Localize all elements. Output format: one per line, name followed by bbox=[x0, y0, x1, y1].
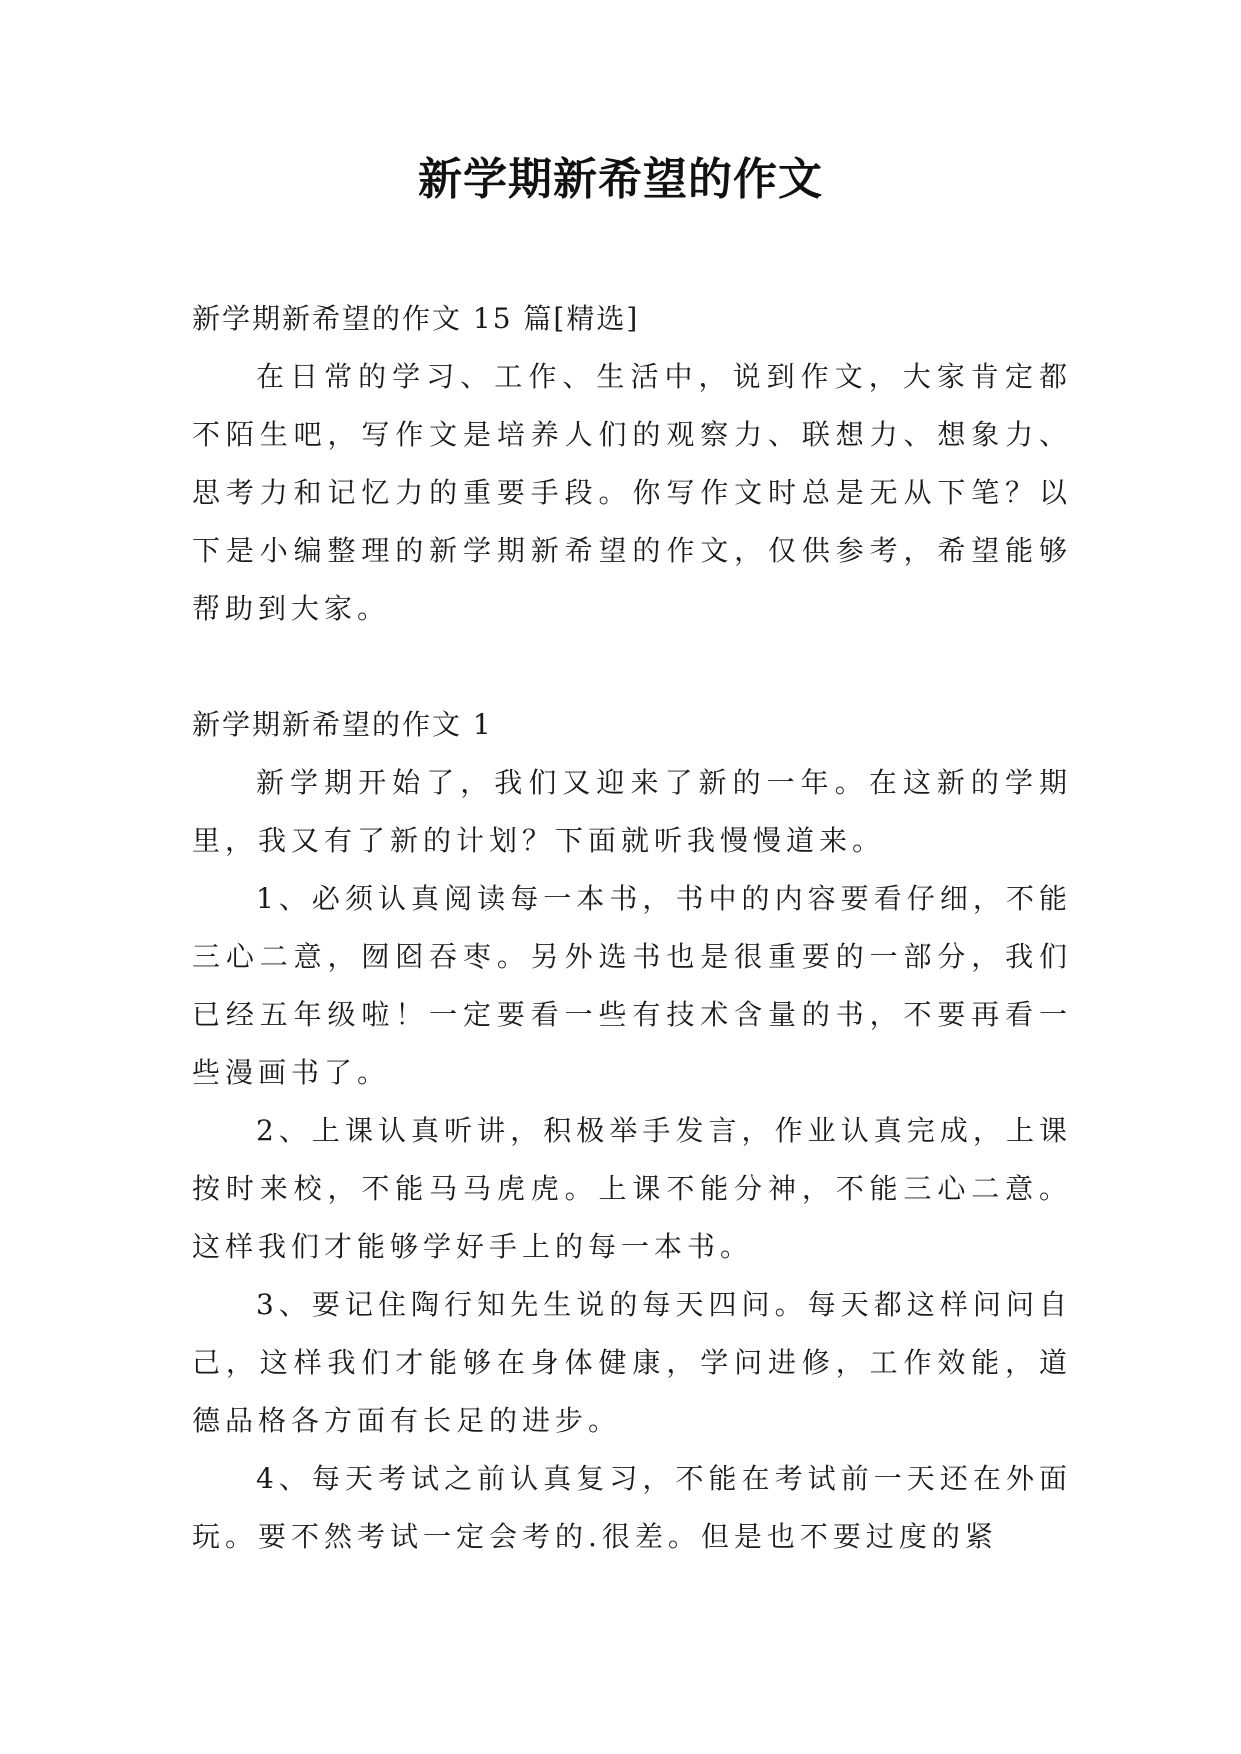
document-body bbox=[192, 290, 1072, 1566]
section-heading: 新学期新希望的作文 1 bbox=[192, 708, 493, 741]
section-paragraph: 1、必须认真阅读每一本书，书中的内容要看仔细，不能三心二意，囫囵吞枣。另外选书也是很重要的一部分，我们已经五年级啦！一定要看一些有技术含量的书，不要再看一些漫画书了。 bbox=[192, 882, 1072, 1089]
intro-paragraph: 在日常的学习、工作、生活中，说到作文，大家肯定都不陌生吧，写作文是培养人们的观察力、联想力、想象力、思考力和记忆力的重要手段。你写作文时总是无从下笔？以下是小编整理的新学期新希望的作文，仅供参考，希望能够帮助到大家。 bbox=[192, 360, 1072, 625]
document-title: 新学期新希望的作文 bbox=[418, 154, 823, 205]
section-paragraph: 3、要记住陶行知先生说的每天四问。每天都这样问问自己，这样我们才能够在身体健康，学问进修，工作效能，道德品格各方面有长足的进步。 bbox=[192, 1288, 1072, 1437]
document-subtitle: 新学期新希望的作文 15 篇[精选] bbox=[192, 302, 640, 335]
section-paragraph: 2、上课认真听讲，积极举手发言，作业认真完成，上课按时来校，不能马马虎虎。上课不能分神，不能三心二意。这样我们才能够学好手上的每一本书。 bbox=[192, 1114, 1072, 1263]
section-paragraph: 新学期开始了，我们又迎来了新的一年。在这新的学期里，我又有了新的计划？下面就听我慢慢道来。 bbox=[192, 766, 1072, 857]
section-paragraph: 4、每天考试之前认真复习，不能在考试前一天还在外面玩。要不然考试一定会考的.很差。但是也不要过度的紧 bbox=[192, 1462, 1072, 1553]
